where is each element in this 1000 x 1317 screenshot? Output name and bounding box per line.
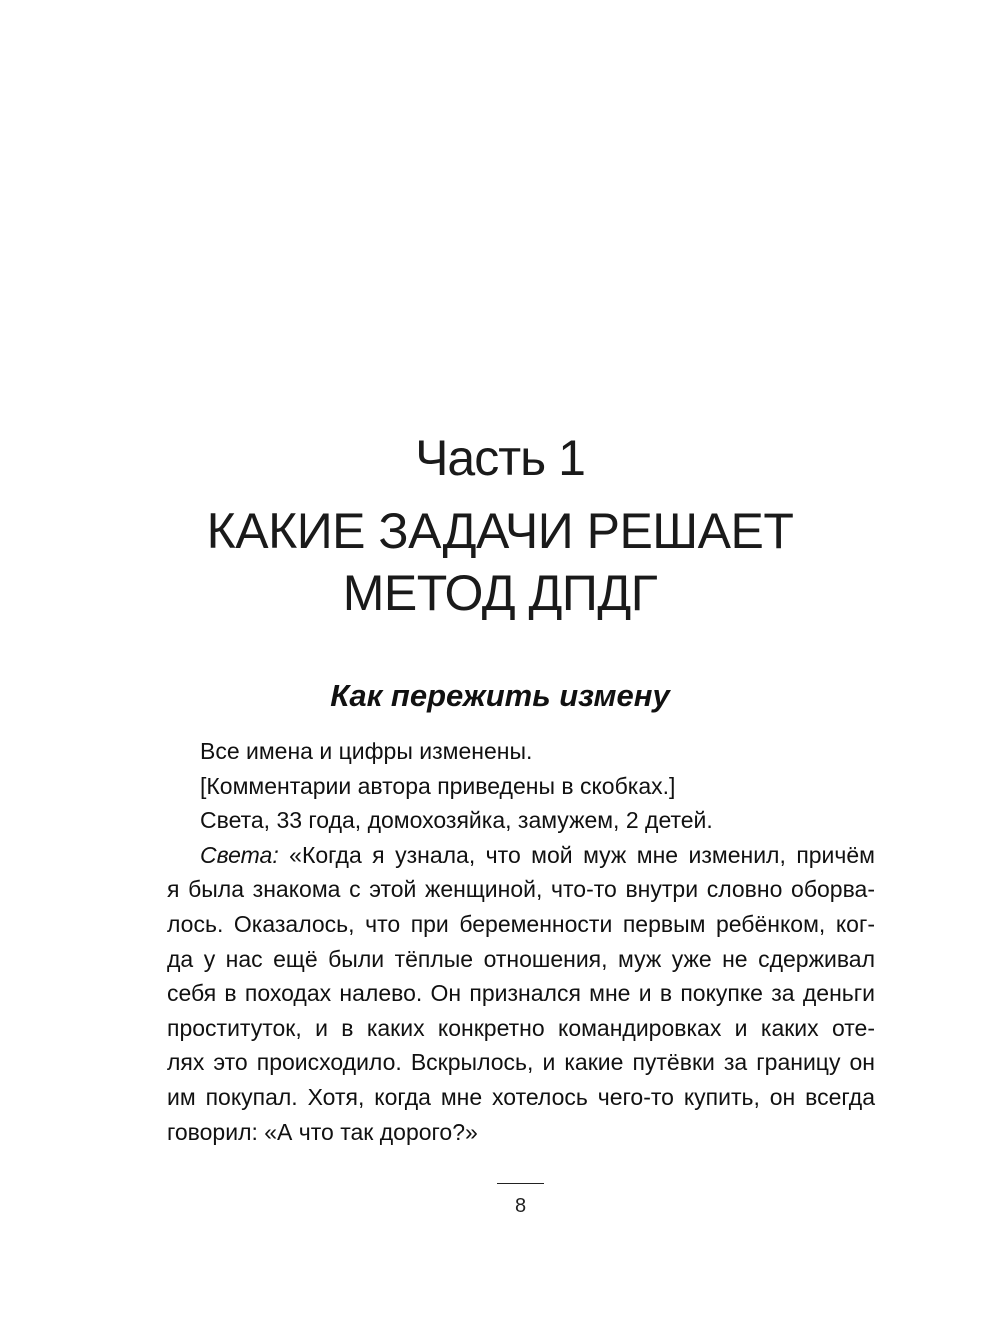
paragraph-quote <box>167 838 875 1149</box>
quote-line: да у нас ещё были тёплые отношения, муж уже не сдерживал <box>167 945 875 972</box>
quote-line: я была знакома с этой женщиной, что-то внутри словно оборва- <box>167 876 875 903</box>
quote-line: себя в походах налево. Он признался мне и в покупке за деньги <box>167 980 875 1007</box>
quote-line: Света: «Когда я узнала, что мой муж мне изменил, причём <box>200 841 875 868</box>
section-title: Как пережить измену <box>330 678 670 713</box>
paragraph-case-info: Света, 33 года, домохозяйка, замужем, 2 детей. <box>200 807 713 834</box>
paragraph-disclaimer: Все имена и цифры изменены. <box>200 738 533 764</box>
quote-line: лях это происходило. Вскрылось, и какие путёвки за границу он <box>167 1049 875 1076</box>
quote-line: проституток, и в каких конкретно командировках и каких оте- <box>167 1014 875 1041</box>
chapter-title <box>0 500 1000 624</box>
paragraph-author-note: [Комментарии автора приведены в скобках.] <box>200 772 676 799</box>
part-title: Часть 1 <box>415 430 585 486</box>
quote-line: лось. Оказалось, что при беременности первым ребёнком, ког- <box>167 910 875 937</box>
chapter-title-line-2: МЕТОД ДПДГ <box>342 565 658 621</box>
chapter-title-line-1: КАКИЕ ЗАДАЧИ РЕШАЕТ <box>206 503 794 559</box>
quote-line: говорил: «А что так дорого?» <box>167 1118 478 1145</box>
page-number: 8 <box>514 1195 527 1217</box>
body-text <box>167 734 875 1149</box>
quote-line: им покупал. Хотя, когда мне хотелось чего-то купить, он всегда <box>167 1083 875 1110</box>
speaker-label: Света: <box>200 841 279 868</box>
page-number-rule <box>497 1183 544 1184</box>
